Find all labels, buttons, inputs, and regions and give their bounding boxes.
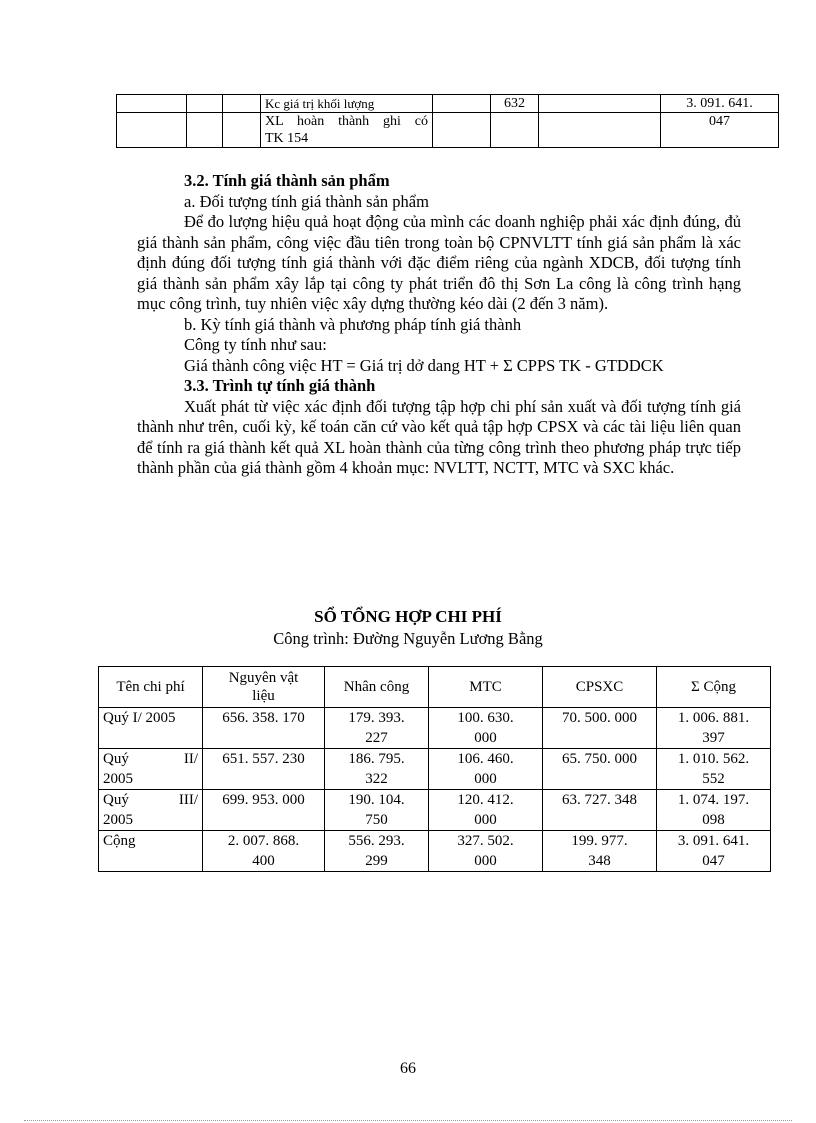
table-row [99,790,771,831]
paragraph: Xuất phát từ việc xác định đối tượng tập hợp chi phí sản xuất và đối tượng tính giá thành như trên, cuối kỳ, kế toán căn cứ vào kết quả tập hợp CPSX và các tài liệu liên quan để tính ra giá thành kết quả XL hoàn thành của từng công trình theo phương pháp trực tiếp thành phần của giá thành gồm 4 khoản mục: NVLTT, NCTT, MTC và SXC khác. [137,396,741,477]
labor-cell: 179. 393. 227 [325,708,429,749]
summary-title: SỔ TỔNG HỢP CHI PHÍ [314,607,502,626]
machine-cell: 106. 460. 000 [429,749,543,790]
col-header-name: Tên chi phí [99,667,203,708]
machine-cell: 120. 412. 000 [429,790,543,831]
section-heading: 3.2. Tính giá thành sản phẩm [184,171,390,190]
row-label: Cộng [99,831,203,872]
material-cell: 656. 358. 170 [203,708,325,749]
overhead-cell: 65. 750. 000 [543,749,657,790]
account-number: 632 [491,95,539,113]
labor-cell: 190. 104. 750 [325,790,429,831]
journal-table-continuation [116,94,779,148]
body-text [137,171,741,479]
paragraph: Công ty tính như sau: [184,335,327,354]
total-cell: 1. 074. 197. 098 [657,790,771,831]
labor-cell: 186. 795. 322 [325,749,429,790]
labor-cell: 556. 293. 299 [325,831,429,872]
table-row [99,749,771,790]
page-number: 66 [400,1060,416,1077]
material-cell: 699. 953. 000 [203,790,325,831]
entry-description: XL hoàn thành ghi có TK 154 [261,113,433,148]
page-divider [24,1120,792,1121]
table-row [117,113,779,148]
col-header-overhead: CPSXC [543,667,657,708]
overhead-cell: 70. 500. 000 [543,708,657,749]
material-cell: 651. 557. 230 [203,749,325,790]
amount: 047 [661,113,779,148]
overhead-cell: 63. 727. 348 [543,790,657,831]
col-header-total: Σ Cộng [657,667,771,708]
amount: 3. 091. 641. [661,95,779,113]
paragraph: Để đo lượng hiệu quả hoạt động của mình các doanh nghiệp phải xác định đúng, đủ giá thành sản phẩm, công việc đầu tiên trong toàn bộ CPNVLTT tính giá sản phẩm là xác định đúng đối tượng tính giá thành với đặc điểm riêng của ngành XDCB, đối tượng tính giá thành sản phẩm xây lắp tại công ty phát triển đô thị Sơn La công là công trình hạng mục công trình, tuy nhiên việc xây dựng thường kéo dài (2 đến 3 năm). [137,212,741,313]
overhead-cell: 199. 977. 348 [543,831,657,872]
material-cell: 2. 007. 868. 400 [203,831,325,872]
summary-subtitle: Công trình: Đường Nguyễn Lương Bằng [273,629,543,648]
table-row [99,708,771,749]
machine-cell: 100. 630. 000 [429,708,543,749]
row-label: Quý I/ 2005 [99,708,203,749]
entry-description: Kc giá trị khối lượng [261,95,433,113]
col-header-labor: Nhân công [325,667,429,708]
total-cell: 3. 091. 641. 047 [657,831,771,872]
cost-summary-table [98,666,771,872]
table-total-row [99,831,771,872]
col-header-machine: MTC [429,667,543,708]
subheading: b. Kỳ tính giá thành và phương pháp tính giá thành [184,314,522,334]
formula: Giá thành công việc HT = Giá trị dở dang HT + Σ CPPS TK - GTDDCK [184,355,664,375]
table-row [117,95,779,113]
col-header-material: Nguyên vật liệu [203,667,325,708]
machine-cell: 327. 502. 000 [429,831,543,872]
section-heading: 3.3. Trình tự tính giá thành [184,376,376,395]
table-header-row [99,667,771,708]
row-label: Quý II/ 2005 [99,749,203,790]
row-label: Quý III/ 2005 [99,790,203,831]
subheading: a. Đối tượng tính giá thành sản phẩm [184,191,429,211]
total-cell: 1. 006. 881. 397 [657,708,771,749]
total-cell: 1. 010. 562. 552 [657,749,771,790]
